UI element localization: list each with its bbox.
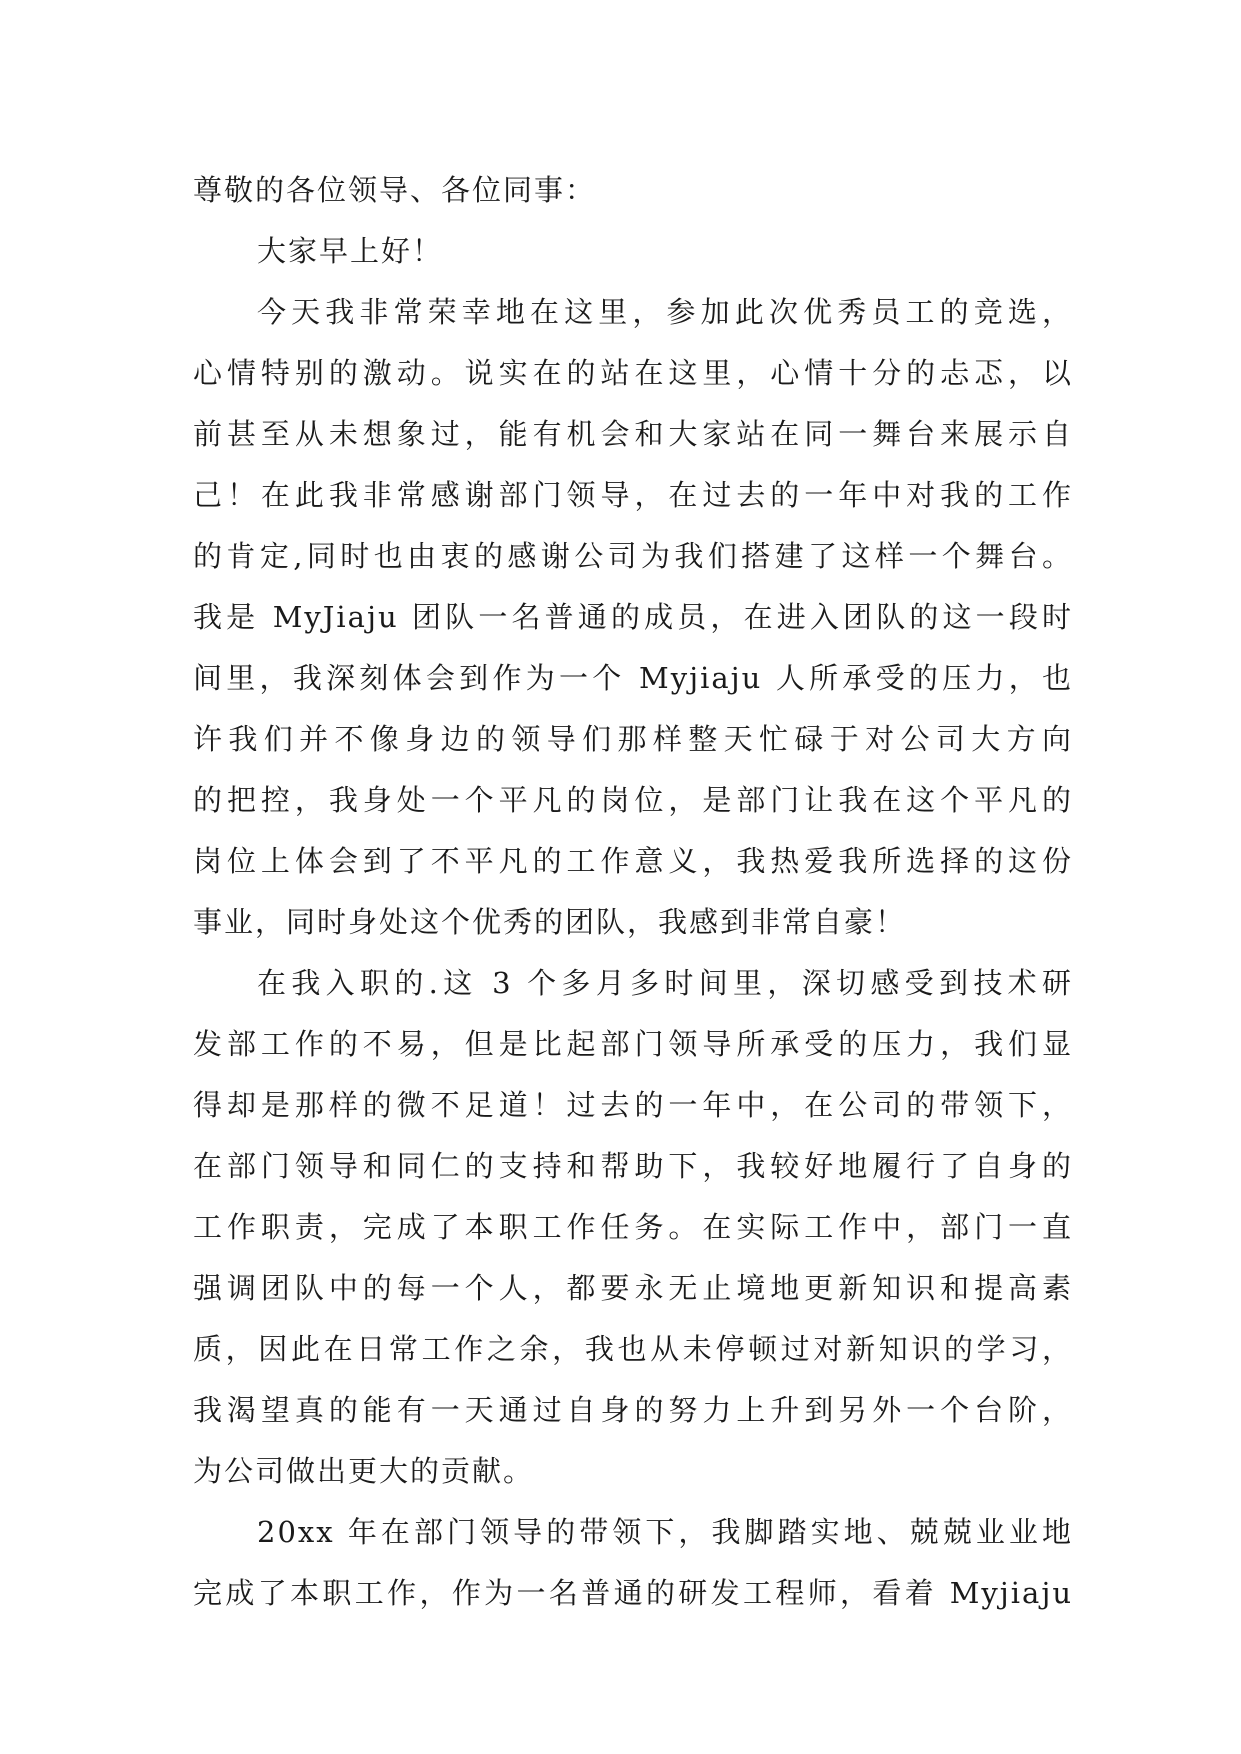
text-line: 许我们并不像身边的领导们那样整天忙碌于对公司大方向 xyxy=(193,722,1073,756)
text-line: 工作职责，完成了本职工作任务。在实际工作中，部门一直 xyxy=(193,1210,1073,1244)
document-body xyxy=(193,160,1073,1624)
greeting-line: 大家早上好！ xyxy=(257,234,444,268)
text-line: 为公司做出更大的贡献。 xyxy=(193,1454,535,1488)
text-line: 前甚至从未想象过，能有机会和大家站在同一舞台来展示自 xyxy=(193,417,1073,451)
text-line: 得却是那样的微不足道！过去的一年中，在公司的带领下， xyxy=(193,1088,1073,1122)
text-line: 岗位上体会到了不平凡的工作意义，我热爱我所选择的这份 xyxy=(193,844,1073,878)
text-line: 完成了本职工作，作为一名普通的研发工程师，看着 Myjiaju xyxy=(193,1576,1073,1610)
text-line: 今天我非常荣幸地在这里，参加此次优秀员工的竞选， xyxy=(257,295,1073,329)
text-line: 强调团队中的每一个人，都要永无止境地更新知识和提高素 xyxy=(193,1271,1073,1305)
text-line: 间里，我深刻体会到作为一个 Myjiaju 人所承受的压力，也 xyxy=(193,661,1073,695)
salutation-line: 尊敬的各位领导、各位同事： xyxy=(193,173,597,207)
text-line: 20xx 年在部门领导的带领下，我脚踏实地、兢兢业业地 xyxy=(257,1515,1073,1549)
text-line: 的肯定,同时也由衷的感谢公司为我们搭建了这样一个舞台。 xyxy=(193,539,1073,573)
text-line: 己！在此我非常感谢部门领导，在过去的一年中对我的工作 xyxy=(193,478,1073,512)
text-line: 事业，同时身处这个优秀的团队，我感到非常自豪！ xyxy=(193,905,907,939)
text-line: 质，因此在日常工作之余，我也从未停顿过对新知识的学习， xyxy=(193,1332,1073,1366)
text-line: 在部门领导和同仁的支持和帮助下，我较好地履行了自身的 xyxy=(193,1149,1073,1183)
text-line: 我渴望真的能有一天通过自身的努力上升到另外一个台阶， xyxy=(193,1393,1073,1427)
text-line: 发部工作的不易，但是比起部门领导所承受的压力，我们显 xyxy=(193,1027,1073,1061)
text-line: 我是 MyJiaju 团队一名普通的成员，在进入团队的这一段时 xyxy=(193,600,1073,634)
text-line: 心情特别的激动。说实在的站在这里，心情十分的忐忑，以 xyxy=(193,356,1073,390)
text-line: 在我入职的.这 3 个多月多时间里，深切感受到技术研 xyxy=(257,966,1073,1000)
text-line: 的把控，我身处一个平凡的岗位，是部门让我在这个平凡的 xyxy=(193,783,1073,817)
